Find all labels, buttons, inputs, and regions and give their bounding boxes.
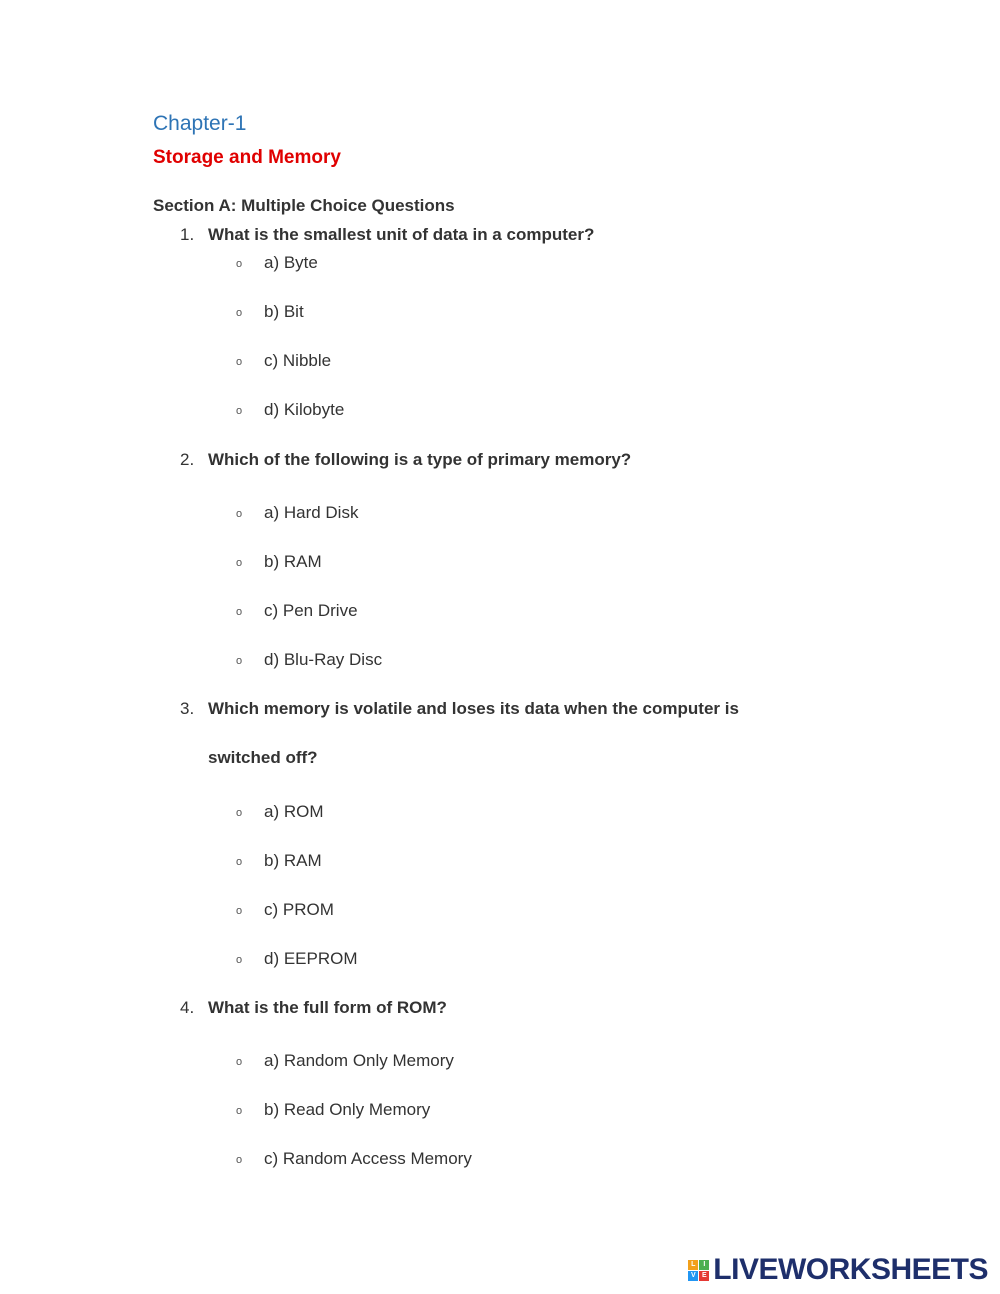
option: c) PROM: [264, 900, 334, 919]
question-text: Which memory is volatile and loses its data when the computer is: [208, 699, 739, 718]
question-text: What is the full form of ROM?: [208, 998, 447, 1017]
logo-letter: L: [688, 1260, 698, 1270]
question-number: 1.: [180, 225, 195, 244]
bullet-icon: o: [236, 954, 243, 966]
chapter-heading: Chapter-1: [153, 112, 247, 135]
bullet-icon: o: [236, 258, 243, 270]
option: b) Read Only Memory: [264, 1100, 431, 1119]
bullet-icon: o: [236, 405, 243, 417]
option: d) Kilobyte: [264, 400, 345, 419]
question-text: Which of the following is a type of primary memory?: [208, 450, 632, 469]
bullet-icon: o: [236, 1056, 243, 1068]
option: c) Random Access Memory: [264, 1149, 472, 1168]
bullet-icon: o: [236, 905, 243, 917]
liveworksheets-logo: [688, 1252, 988, 1288]
option: b) Bit: [264, 302, 304, 321]
logo-text: LIVEWORKSHEETS: [713, 1253, 988, 1286]
logo-letter: I: [699, 1260, 709, 1270]
bullet-icon: o: [236, 606, 243, 618]
bullet-icon: o: [236, 1154, 243, 1166]
page-title: Storage and Memory: [153, 147, 341, 168]
option: a) Hard Disk: [264, 503, 359, 522]
option: c) Nibble: [264, 351, 332, 370]
question-number: 3.: [180, 699, 195, 718]
question-number: 4.: [180, 998, 195, 1017]
bullet-icon: o: [236, 557, 243, 569]
live-logo-icon: [688, 1260, 709, 1281]
bullet-icon: o: [236, 807, 243, 819]
option: d) Blu-Ray Disc: [264, 650, 383, 669]
bullet-icon: o: [236, 508, 243, 520]
option: b) RAM: [264, 552, 322, 571]
bullet-icon: o: [236, 655, 243, 667]
logo-letter: E: [699, 1271, 709, 1281]
bullet-icon: o: [236, 307, 243, 319]
option: a) Byte: [264, 253, 318, 272]
option: a) Random Only Memory: [264, 1051, 454, 1070]
option: c) Pen Drive: [264, 601, 358, 620]
logo-letter: V: [688, 1271, 698, 1281]
bullet-icon: o: [236, 356, 243, 368]
question-text-continued: switched off?: [208, 748, 318, 767]
section-heading: Section A: Multiple Choice Questions: [153, 196, 455, 215]
question-text: What is the smallest unit of data in a computer?: [208, 225, 595, 244]
question-number: 2.: [180, 450, 195, 469]
option: d) EEPROM: [264, 949, 358, 968]
option: b) RAM: [264, 851, 322, 870]
bullet-icon: o: [236, 856, 243, 868]
option: a) ROM: [264, 802, 324, 821]
bullet-icon: o: [236, 1105, 243, 1117]
